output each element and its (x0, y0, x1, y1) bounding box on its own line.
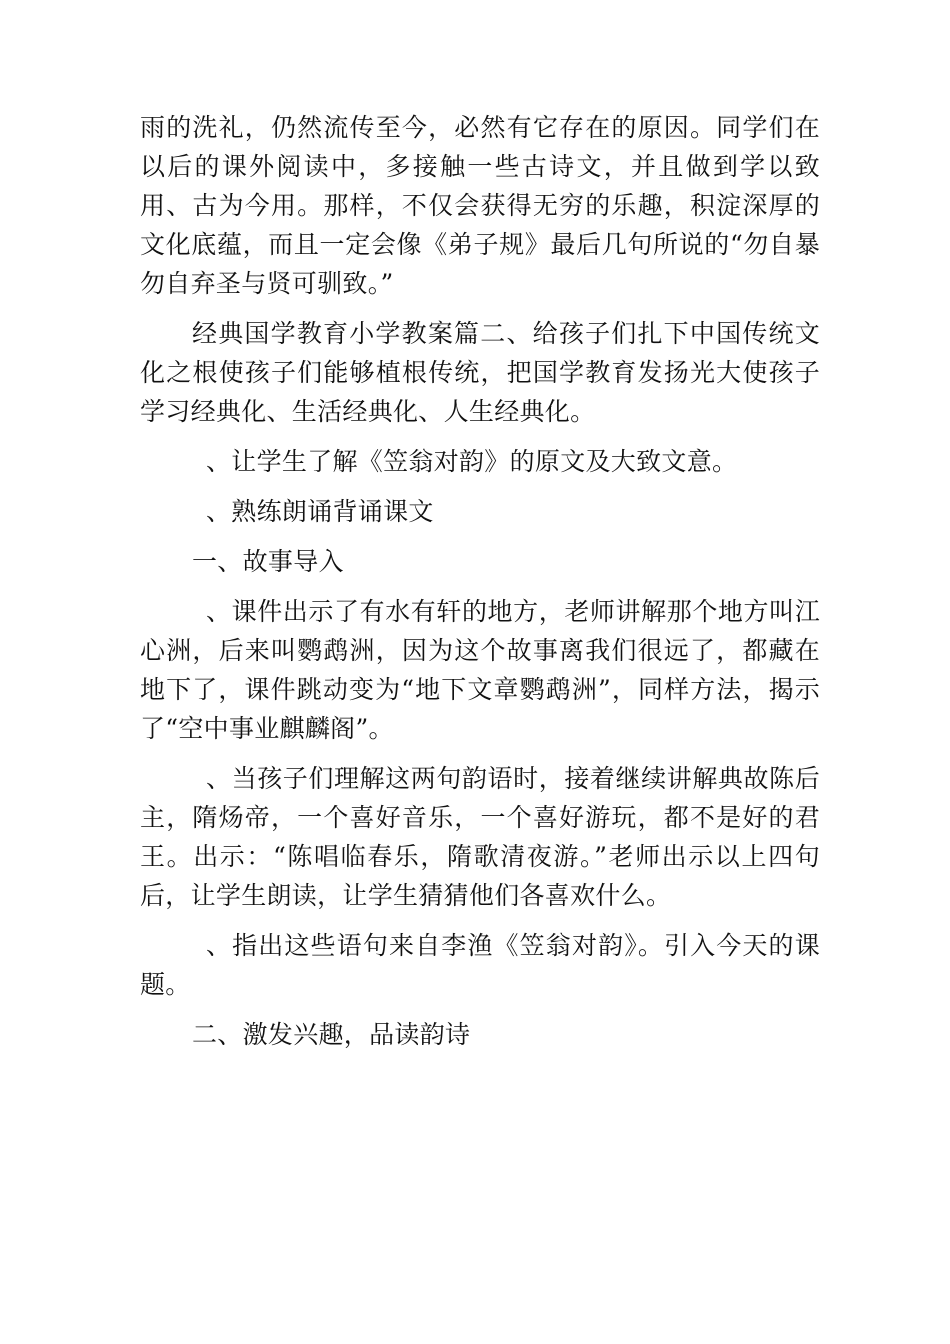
paragraph-goal-2: 、熟练朗诵背诵课文 (206, 497, 434, 526)
heading-reading-section: 二、激发兴趣，品读韵诗 (192, 1020, 471, 1049)
paragraph-step-3: 、指出这些语句来自李渔《笠翁对韵》。引入今天的课题。 (140, 931, 820, 999)
heading-story-intro: 一、故事导入 (192, 547, 344, 576)
paragraph-lesson-intro: 经典国学教育小学教案篇二、给孩子们扎下中国传统文化之根使孩子们能够植根传统，把国学教育发扬光大使孩子学习经典化、生活经典化、人生经典化。 (140, 319, 820, 426)
document-body (140, 108, 820, 1065)
paragraph-continued-text: 雨的洗礼，仍然流传至今，必然有它存在的原因。同学们在以后的课外阅读中，多接触一些古诗文，并且做到学以致用、古为今用。那样，不仅会获得无穷的乐趣，积淀深厚的文化底蕴，而且一定会像《弟子规》最后几句所说的“勿自暴勿自弃圣与贤可驯致。” (140, 113, 820, 298)
paragraph-step-1: 、课件出示了有水有轩的地方，老师讲解那个地方叫江心洲，后来叫鹦鹉洲，因为这个故事离我们很远了，都藏在地下了，课件跳动变为“地下文章鹦鹉洲”，同样方法，揭示了“空中事业麒麟阁”。 (140, 597, 820, 743)
paragraph-step-2: 、当孩子们理解这两句韵语时，接着继续讲解典故陈后主，隋炀帝，一个喜好音乐，一个喜好游玩，都不是好的君王。出示：“陈唱临春乐，隋歌清夜游。”老师出示以上四句后，让学生朗读，让学生猜猜他们各喜欢什么。 (140, 764, 820, 910)
paragraph-goal-1: 、让学生了解《笠翁对韵》的原文及大致文意。 (206, 447, 738, 476)
